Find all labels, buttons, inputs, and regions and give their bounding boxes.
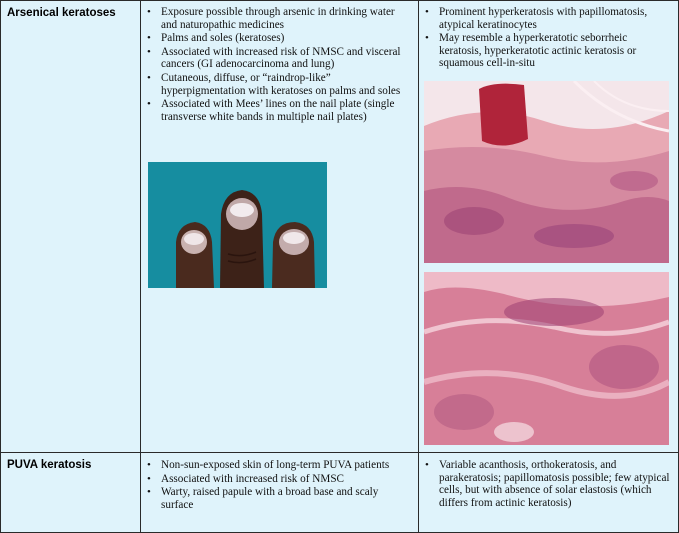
- row-arsenical-histology-cell: [418, 0, 679, 453]
- clinical-list: [141, 6, 418, 123]
- list-item: • Variable acanthosis, orthokeratosis, and parakeratosis; papillomatosis possible; few atypical cells, but with absence of solar elastosis (which differs from actinic keratosis): [439, 459, 672, 509]
- row-arsenical-clinical-cell: [140, 0, 419, 453]
- list-item: • Associated with increased risk of NMSC: [161, 473, 412, 486]
- row-puva-histology-cell: [418, 452, 679, 533]
- list-item: • Exposure possible through arsenic in drinking water and naturopathic medicines: [161, 6, 412, 31]
- list-item: • Warty, raised papule with a broad base and scaly surface: [161, 486, 412, 511]
- histology-photo-high-power: [424, 272, 669, 445]
- histology-list: [419, 6, 678, 70]
- list-item: • Prominent hyperkeratosis with papillomatosis, atypical keratinocytes: [439, 6, 672, 31]
- list-item: • May resemble a hyperkeratotic seborrheic keratosis, hyperkeratotic actinic keratosis or squamous cell-in-situ: [439, 32, 672, 70]
- histology-photo-low-power: [424, 81, 669, 263]
- list-item: • Associated with increased risk of NMSC and visceral cancers (GI adenocarcinoma and lung): [161, 46, 412, 71]
- list-item: • Non-sun-exposed skin of long-term PUVA patients: [161, 459, 412, 472]
- list-item: • Associated with Mees’ lines on the nail plate (single transverse white bands in multiple nail plates): [161, 98, 412, 123]
- histology-list: [419, 459, 678, 509]
- row-puva-clinical-cell: [140, 452, 419, 533]
- clinical-list: [141, 459, 418, 511]
- row-name: Arsenical keratoses: [7, 7, 116, 19]
- row-arsenical-name-cell: [0, 0, 141, 453]
- nails-photo: [148, 162, 327, 288]
- row-name: PUVA keratosis: [7, 459, 92, 471]
- list-item: • Cutaneous, diffuse, or “raindrop-like” hyperpigmentation with keratoses on palms and soles: [161, 72, 412, 97]
- row-puva-name-cell: [0, 452, 141, 533]
- list-item: • Palms and soles (keratoses): [161, 32, 412, 45]
